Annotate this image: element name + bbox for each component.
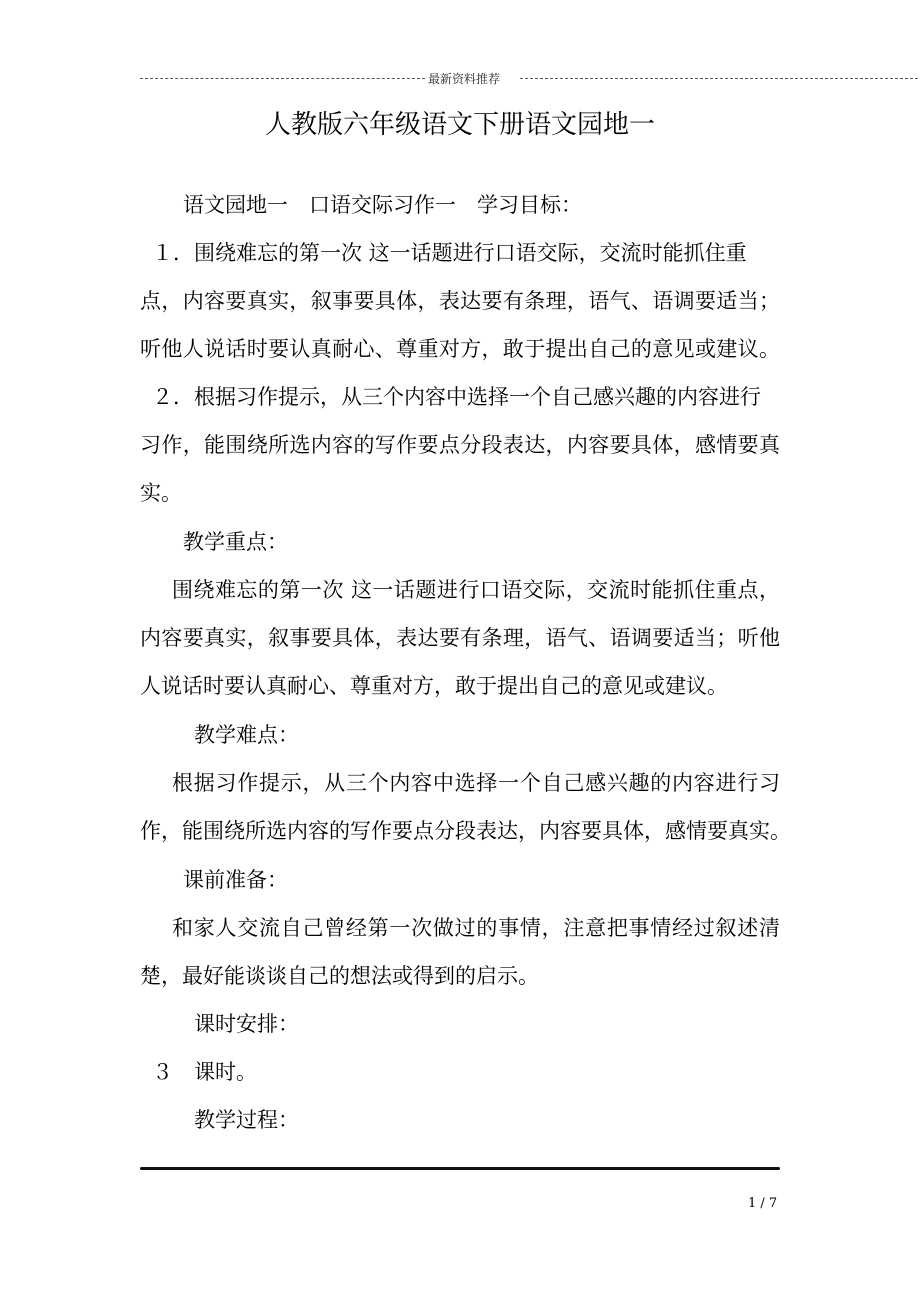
goal-1-line-1: １．围绕难忘的第一次 这一话题进行口语交际，交流时能抓住重	[152, 241, 747, 265]
key-points-heading: 教学重点：	[183, 530, 288, 554]
key-points-line-3: 人说话时要认真耐心、尊重对方，敢于提出自己的意见或建议。	[140, 674, 728, 698]
header-label: 最新资料推荐	[428, 72, 501, 86]
process-heading: 教学过程：	[194, 1108, 299, 1132]
preparation-heading: 课前准备：	[183, 868, 288, 892]
intro-line: 语文园地一 口语交际习作一 学习目标：	[183, 193, 582, 217]
goal-2-line-2: 习作，能围绕所选内容的写作要点分段表达，内容要具体，感情要真	[140, 433, 780, 457]
goal-1-line-3: 听他人说话时要认真耐心、尊重对方，敢于提出自己的意见或建议。	[140, 337, 780, 361]
header-rule-left	[140, 78, 425, 79]
preparation-line-1: 和家人交流自己曾经第一次做过的事情，注意把事情经过叙述清	[172, 916, 780, 940]
difficulties-line-2: 作，能围绕所选内容的写作要点分段表达，内容要具体，感情要真实。	[140, 819, 791, 843]
schedule-heading: 课时安排：	[194, 1012, 299, 1036]
page-title: 人教版六年级语文下册语文园地一	[264, 110, 655, 140]
goal-1-line-2: 点，内容要真实，叙事要具体，表达要有条理，语气、语调要适当；	[140, 289, 780, 313]
goal-2-line-3: 实。	[140, 481, 182, 505]
page-number: 1 / 7	[748, 1196, 778, 1211]
key-points-line-2: 内容要真实，叙事要具体，表达要有条理，语气、语调要适当；听他	[140, 626, 780, 650]
schedule-value: ３ 课时。	[152, 1060, 257, 1084]
key-points-line-1: 围绕难忘的第一次 这一话题进行口语交际，交流时能抓住重点，	[172, 578, 780, 602]
difficulties-heading: 教学难点：	[194, 723, 299, 747]
header-rule-right	[520, 78, 918, 79]
goal-2-line-1: ２．根据习作提示，从三个内容中选择一个自己感兴趣的内容进行	[152, 385, 761, 409]
preparation-line-2: 楚，最好能谈谈自己的想法或得到的启示。	[140, 964, 539, 988]
difficulties-line-1: 根据习作提示，从三个内容中选择一个自己感兴趣的内容进行习	[172, 771, 780, 795]
footer-rule	[140, 1167, 780, 1170]
